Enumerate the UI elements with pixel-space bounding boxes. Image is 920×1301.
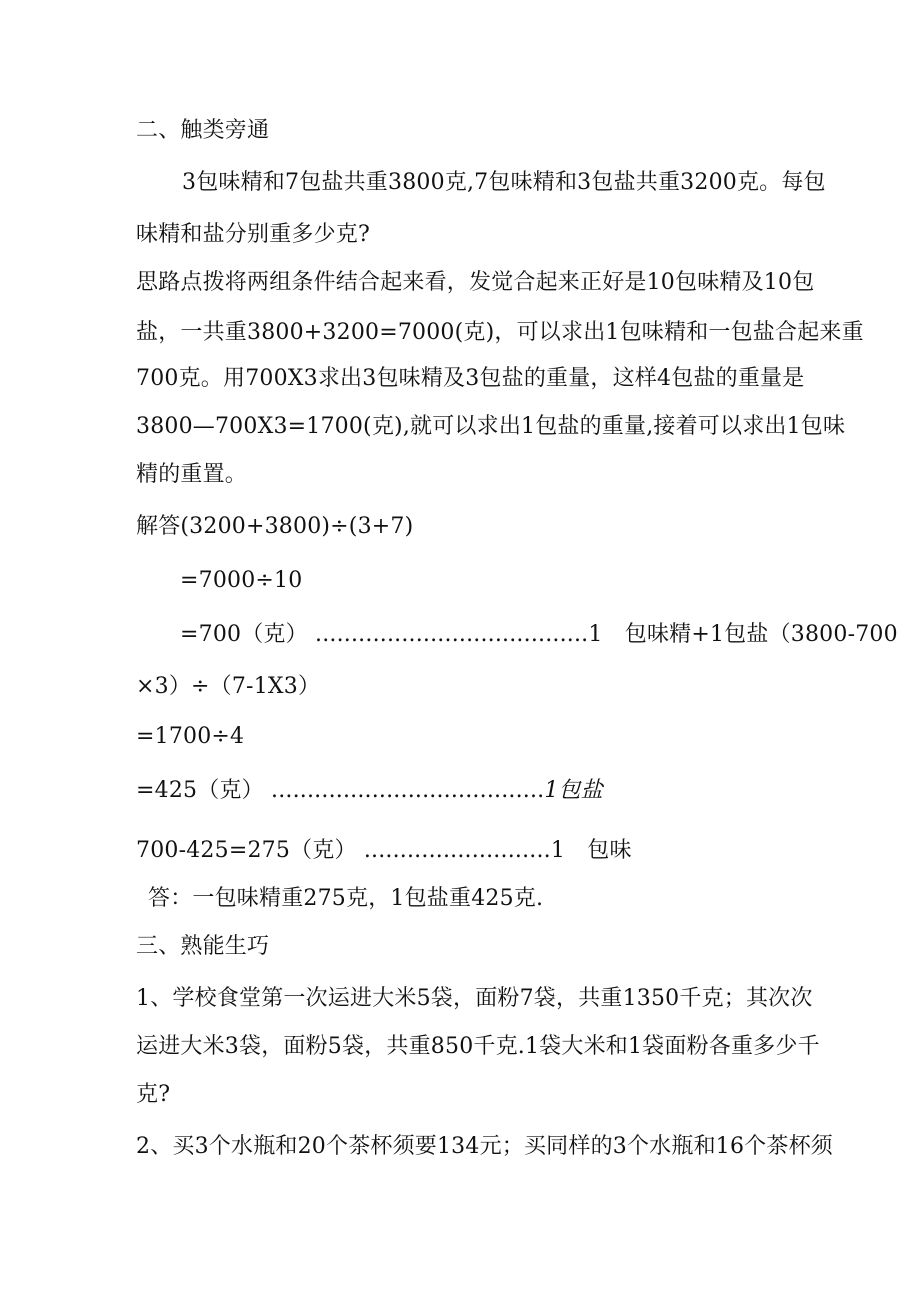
question-text: 克? xyxy=(136,1082,171,1107)
solution-line: 700-425=275（克） ..........................1 包味 xyxy=(136,838,632,863)
solution-line: =7000÷10 xyxy=(180,568,303,593)
answer-text: 答：一包味精重275克，1包盐重425克. xyxy=(148,886,544,911)
solution-line xyxy=(136,776,603,806)
hint-text: 3800—700X3=1700(克),就可以求出1包盐的重量,接着可以求出1包味 xyxy=(136,414,846,439)
question-text: 1、学校食堂第一次运进大米5袋，面粉7袋，共重1350千克；其次次 xyxy=(136,986,813,1011)
problem-text: 3包味精和7包盐共重3800克,7包味精和3包盐共重3200克。每包 xyxy=(182,170,826,195)
solution-line: ×3）÷（7-1X3） xyxy=(136,674,321,699)
hint-text: 盐，一共重3800+3200=7000(克)，可以求出1包味精和一包盐合起来重 xyxy=(136,320,864,345)
section-heading-2: 二、触类旁通 xyxy=(136,118,270,143)
solution-expression: =425（克） ...................................... xyxy=(136,778,545,803)
solution-note: 1包盐 xyxy=(544,778,603,803)
hint-text: 思路点拨将两组条件结合起来看，发觉合起来正好是10包味精及10包 xyxy=(136,270,815,295)
solution-line: =700（克） ......................................1 包味精+1包盐（3800-700 xyxy=(180,622,898,647)
problem-text: 味精和盐分别重多少克? xyxy=(136,222,370,247)
solution-line: =1700÷4 xyxy=(136,724,245,749)
section-heading-3: 三、熟能生巧 xyxy=(136,934,270,959)
question-text: 2、买3个水瓶和20个茶杯须要134元；买同样的3个水瓶和16个茶杯须 xyxy=(136,1134,833,1159)
hint-text: 700克。用700X3求出3包味精及3包盐的重量，这样4包盐的重量是 xyxy=(136,366,805,391)
question-text: 运进大米3袋，面粉5袋，共重850千克.1袋大米和1袋面粉各重多少千 xyxy=(136,1034,820,1059)
hint-text: 精的重置。 xyxy=(136,462,248,487)
solution-line: 解答(3200+3800)÷(3+7) xyxy=(136,514,414,539)
